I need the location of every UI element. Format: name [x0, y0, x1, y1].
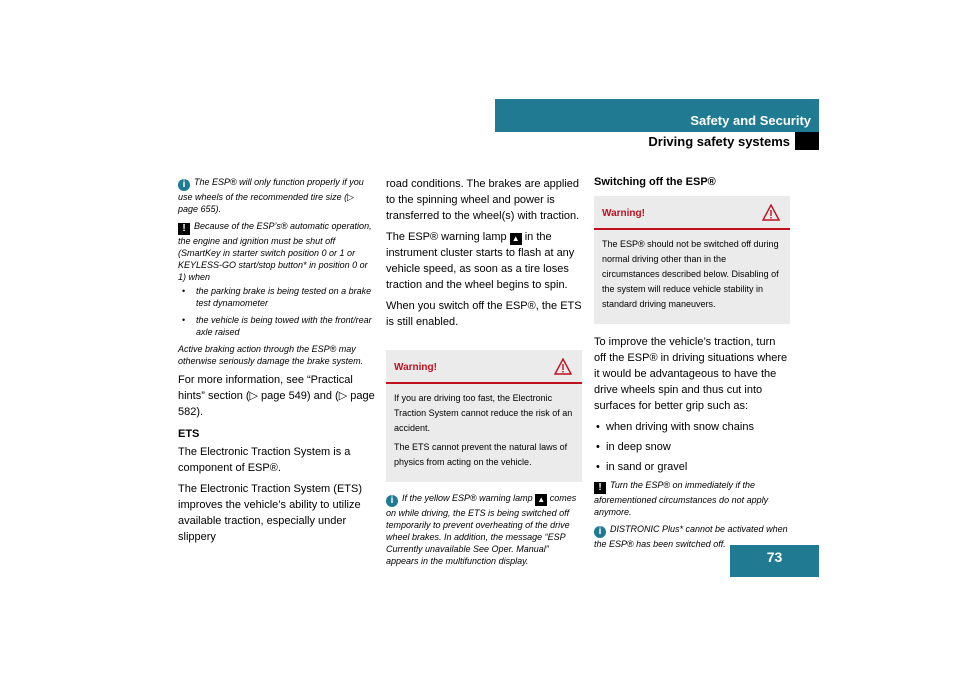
more-info-paragraph: For more information, see “Practical hints” section (▷ page 549) and (▷ page 582).	[178, 374, 375, 418]
warning-title: Warning!	[602, 208, 645, 219]
list-item: • the vehicle is being towed with the front/rear axle raised	[178, 314, 376, 338]
info-icon: i	[594, 526, 606, 538]
esp-warning-lamp-icon: ▲	[510, 233, 522, 245]
warning-triangle-icon	[762, 204, 780, 221]
section-title: Safety and Security	[690, 113, 811, 128]
warning-box-esp-off	[594, 196, 790, 324]
warning-lamp-paragraph: The ESP® warning lamp ▲ in the instrument cluster starts to flash at any vehicle speed, as soon as a tire loses traction and the wheel begins to spin.	[386, 231, 575, 291]
warning-text-1: If you are driving too fast, the Electronic Traction System cannot reduce the risk of an accident.	[394, 393, 573, 433]
ets-paragraph-1: The Electronic Traction System is a component of ESP®.	[178, 446, 351, 474]
ets-paragraph-3: road conditions. The brakes are applied to the spinning wheel and power is transferred to the wheel(s) with traction.	[386, 178, 580, 222]
list-item: • the parking brake is being tested on a brake test dynamometer	[178, 285, 376, 309]
warning-box-ets	[386, 350, 582, 482]
warning-box-header	[386, 350, 582, 384]
esp-warning-lamp-icon: ▲	[535, 494, 547, 506]
info-note-yellow-lamp: i If the yellow ESP® warning lamp ▲ comes on while driving, the ETS is being switched off temporarily to prevent overheating of the drive wheel brakes. In addition, the message “ESP Currently unavailable See Oper. Manual” appears in the multifunction display.	[386, 493, 577, 566]
warning-text: The ESP® should not be switched off during normal driving other than in the circumstances described below. Disabling of the system will reduce vehicle stability in standard driving maneuvers.	[602, 239, 779, 309]
info-note-distronic: i DISTRONIC Plus* cannot be activated when the ESP® has been switched off.	[594, 524, 788, 549]
warning-icon: !	[178, 223, 190, 235]
warning-note-turn-on: ! Turn the ESP® on immediately if the aforementioned circumstances do not apply anymore.	[594, 480, 769, 517]
info-icon: i	[178, 179, 190, 191]
warning-note-dynamometer: ! Because of the ESP’s® automatic operation, the engine and ignition must be shut off (SmartKey in starter switch position 0 or 1 or KEYLESS-GO start/stop button* in position 0 or 1) when • the parking brake is being tested on a brake test dynamometer • the vehicle is being towed with the front/rear axle raised Active braking action through the ESP® may otherwise seriously damage the brake system.	[178, 220, 376, 367]
switch-off-heading: Switching off the ESP®	[594, 176, 716, 188]
list-item: • in sand or gravel	[594, 459, 790, 475]
warning-box-body	[386, 384, 582, 482]
ets-enabled-paragraph: When you switch off the ESP®, the ETS is still enabled.	[386, 300, 582, 328]
info-note-tire-size: i The ESP® will only function properly if you use wheels of the recommended tire size (▷ page 655).	[178, 177, 364, 214]
situation-list	[594, 419, 790, 475]
warning-triangle-icon	[554, 358, 572, 375]
warning-box-body	[594, 230, 790, 324]
traction-paragraph: To improve the vehicle’s traction, turn off the ESP® in driving situations where it would be advantageous to have the drive wheels spin and thus cut into surfaces for better grip such as:	[594, 336, 788, 412]
warning-note-bullets	[178, 285, 376, 338]
page-number: 73	[730, 545, 819, 577]
warning-note-outro: Active braking action through the ESP® may otherwise seriously damage the brake system.	[178, 344, 364, 366]
column-1	[178, 176, 376, 550]
ets-paragraph-2: The Electronic Traction System (ETS) improves the vehicle’s ability to utilize available traction, especially under slippery	[178, 483, 362, 543]
header-tab-marker	[795, 132, 819, 150]
column-2	[386, 176, 582, 572]
warning-title: Warning!	[394, 362, 437, 373]
warning-box-header	[594, 196, 790, 230]
ets-heading: ETS	[178, 428, 200, 440]
section-header	[495, 99, 819, 132]
list-item: • when driving with snow chains	[594, 419, 790, 435]
info-icon: i	[386, 495, 398, 507]
subsection-title: Driving safety systems	[648, 134, 790, 149]
warning-text-2: The ETS cannot prevent the natural laws of physics from acting on the vehicle.	[394, 442, 568, 467]
column-3	[594, 176, 790, 555]
list-item: • in deep snow	[594, 439, 790, 455]
warning-icon: !	[594, 482, 606, 494]
